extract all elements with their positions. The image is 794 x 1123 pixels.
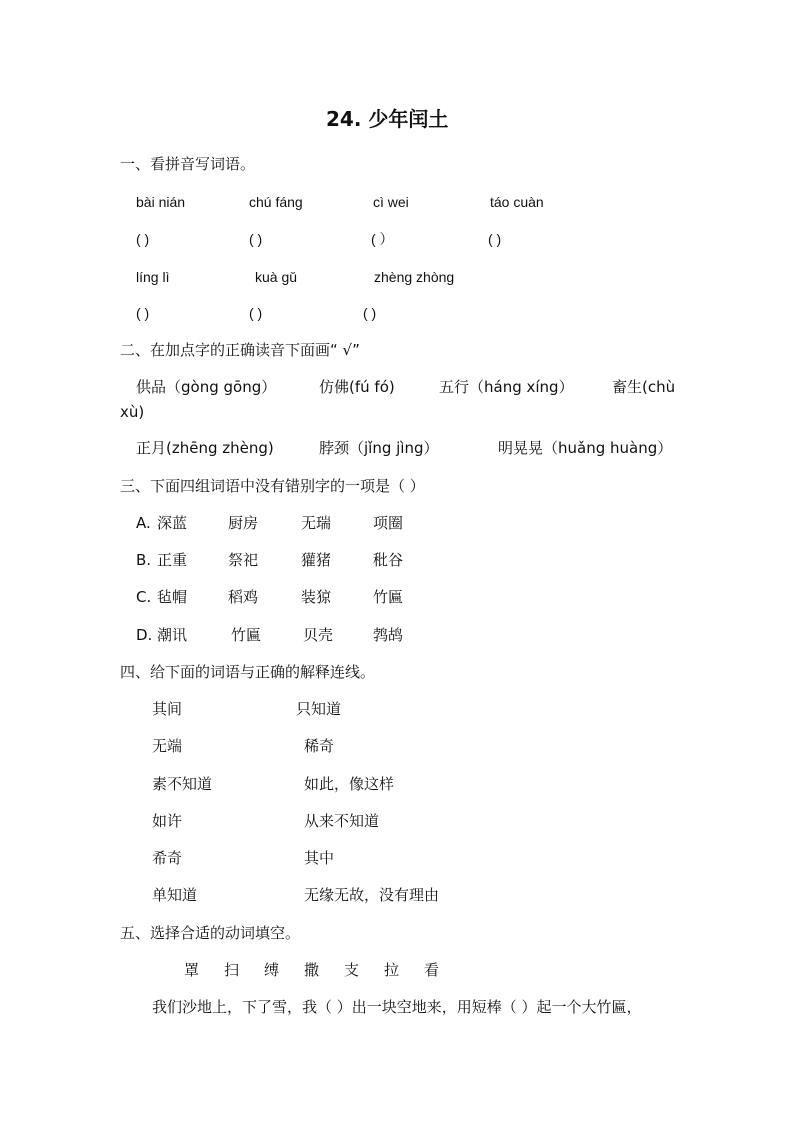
match-left-term: 其间 xyxy=(152,700,183,718)
match-right-definition: 从来不知道 xyxy=(304,812,380,830)
verb-option: 看 xyxy=(424,961,440,979)
verb-option: 拉 xyxy=(384,961,400,979)
match-right-definition: 无缘无故，没有理由 xyxy=(304,886,440,904)
pinyin-tao-cuan: táo cuàn xyxy=(490,194,544,210)
section-5-heading: 五、选择合适的动词填空。 xyxy=(120,924,301,942)
verb-option: 撒 xyxy=(304,961,320,979)
fill-in-sentence: 我们沙地上，下了雪，我（ ）出一块空地来，用短棒（ ）起一个大竹匾， xyxy=(152,998,642,1016)
reading-choice-wuhang: 五行（háng xíng） xyxy=(439,378,574,396)
answer-blank[interactable]: ( ) xyxy=(488,231,502,247)
option-label-b: B. xyxy=(136,551,152,569)
option-b-word: 秕谷 xyxy=(373,551,404,569)
section-3-heading: 三、下面四组词语中没有错别字的一项是（ ） xyxy=(120,477,425,495)
answer-blank[interactable]: ( ) xyxy=(249,231,263,247)
pinyin-bai-nian: bài nián xyxy=(136,194,186,210)
pinyin-zheng-zhong: zhèng zhòng xyxy=(374,269,455,285)
match-left-term: 单知道 xyxy=(152,886,198,904)
verb-option: 缚 xyxy=(264,961,280,979)
answer-blank[interactable]: ( ) xyxy=(136,305,150,321)
verb-option: 支 xyxy=(344,961,360,979)
option-b-word: 正重 xyxy=(157,551,188,569)
option-label-c: C. xyxy=(136,588,152,606)
match-left-term: 如许 xyxy=(152,812,183,830)
answer-blank[interactable]: ( ) xyxy=(249,305,263,321)
option-d-word: 鹁鸪 xyxy=(373,626,404,644)
option-b-word: 祭祀 xyxy=(228,551,259,569)
option-a-word: 无瑞 xyxy=(301,514,332,532)
reading-choice-minghuang: 明晃晃（huǎng huàng） xyxy=(498,439,673,457)
section-1-heading: 一、看拼音写词语。 xyxy=(120,155,256,173)
option-b-word: 獾猪 xyxy=(301,551,332,569)
answer-blank[interactable]: ( ） xyxy=(371,231,394,247)
option-d-word: 贝壳 xyxy=(303,626,334,644)
pinyin-chu-fang: chú fáng xyxy=(249,194,303,210)
match-left-term: 素不知道 xyxy=(152,775,213,793)
option-d-word: 潮讯 xyxy=(157,626,188,644)
option-c-word: 毡帽 xyxy=(157,588,188,606)
section-4-heading: 四、给下面的词语与正确的解释连线。 xyxy=(120,663,376,681)
match-right-definition: 其中 xyxy=(304,849,335,867)
option-c-word: 竹匾 xyxy=(373,588,404,606)
pinyin-kua-gu: kuà gǔ xyxy=(255,269,298,285)
reading-choice-zhengyue: 正月(zhēng zhèng) xyxy=(136,439,274,457)
option-a-word: 厨房 xyxy=(228,514,259,532)
reading-choice-bojing: 脖颈（jǐng jìng） xyxy=(319,439,439,457)
option-c-word: 装猄 xyxy=(301,588,332,606)
verb-option: 扫 xyxy=(224,961,240,979)
match-right-definition: 稀奇 xyxy=(304,737,335,755)
option-c-word: 稻鸡 xyxy=(228,588,259,606)
answer-blank[interactable]: ( ) xyxy=(136,231,150,247)
option-d-word: 竹匾 xyxy=(231,626,262,644)
option-a-word: 项圈 xyxy=(373,514,404,532)
section-2-heading: 二、在加点字的正确读音下面画“ √” xyxy=(120,341,360,359)
match-right-definition: 如此，像这样 xyxy=(304,775,395,793)
verb-option: 罩 xyxy=(184,961,200,979)
option-label-d: D. xyxy=(136,626,153,644)
match-left-term: 希奇 xyxy=(152,849,183,867)
match-left-term: 无端 xyxy=(152,737,183,755)
reading-choice-gongpin: 供品（gòng gōng） xyxy=(136,378,277,396)
reading-choice-chusheng: 畜生(chù xyxy=(612,378,676,396)
page-title: 24. 少年闰土 xyxy=(326,107,449,131)
option-label-a: A. xyxy=(136,514,151,532)
reading-choice-fangfu: 仿佛(fú fó) xyxy=(319,378,395,396)
option-a-word: 深蓝 xyxy=(157,514,188,532)
answer-blank[interactable]: ( ) xyxy=(363,305,377,321)
pinyin-ling-li: líng lì xyxy=(136,269,170,285)
pinyin-ci-wei: cì wei xyxy=(373,194,409,210)
match-right-definition: 只知道 xyxy=(296,700,342,718)
reading-choice-chusheng-wrap: xù) xyxy=(120,403,145,421)
